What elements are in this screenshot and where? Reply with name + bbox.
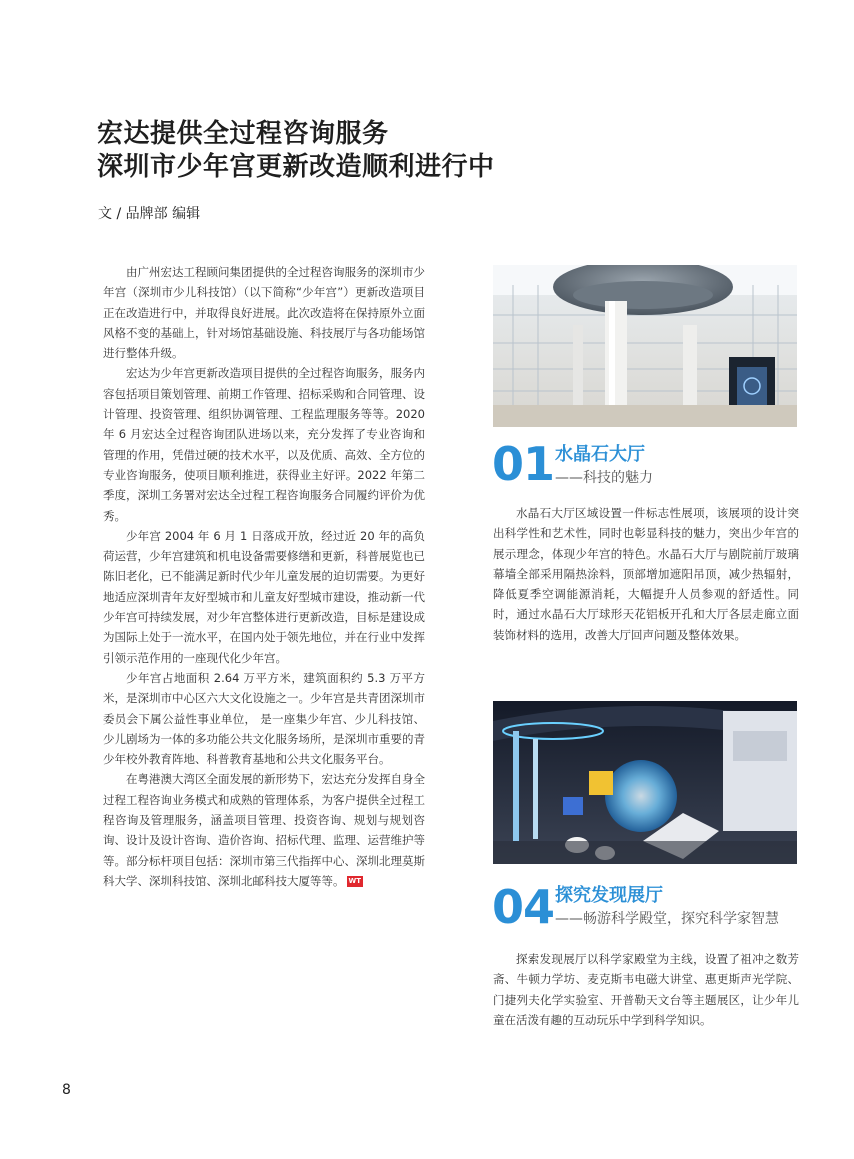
paragraph-text: 在粤港澳大湾区全面发展的新形势下，宏达充分发挥自身全过程工程咨询业务模式和成熟的管理体系，为客户提供全过程工程咨询及管理服务，涵盖项目管理、投资咨询、规划与规划咨询、设计及设计咨询、造价咨询、招标代理、监理、运营维护等等。部分标杆项目包括：深圳市第三代指挥中心、深圳北理莫斯科大学、深圳科技馆、深圳北邮科技大厦等等。 — [103, 772, 425, 888]
paragraph: 由广州宏达工程顾问集团提供的全过程咨询服务的深圳市少年宫（深圳市少儿科技馆）（以下简称“少年宫”）更新改造项目正在改造进行中，并取得良好进展。此次改造将在保持原外立面风格不变的基础上，针对场馆基础设施、科技展厅与各功能场馆进行整体升级。 — [103, 265, 425, 361]
title-line-1: 宏达提供全过程咨询服务 — [97, 119, 389, 149]
section-number: 01 — [492, 437, 555, 491]
section-body — [493, 949, 799, 1030]
page-number: 8 — [62, 1082, 71, 1098]
section-subtitle: ——畅游科学殿堂，探究科学家智慧 — [555, 911, 779, 927]
section-paragraph: 水晶石大厅区域设置一件标志性展项，该展项的设计突出科学性和艺术性，同时也彰显科技的魅力，突出少年宫的展示理念，体现少年宫的特色。水晶石大厅与剧院前厅玻璃幕墙全部采用隔热涂料，顶部增加遮阳吊顶，减少热辐射，降低夏季空调能源消耗，大幅提升人员参观的舒适性。同时，通过水晶石大厅球形天花铝板开孔和大厅各层走廊立面装饰材料的选用，改善大厅回声问题及整体效果。 — [493, 506, 799, 642]
section-number: 04 — [492, 880, 555, 934]
section-title: 水晶石大厅 — [555, 444, 645, 465]
section-paragraph: 探索发现展厅以科学家殿堂为主线，设置了祖冲之数芳斋、牛顿力学坊、麦克斯韦电磁大讲堂、惠更斯声光学院、门捷列夫化学实验室、开普勒天文台等主题展区，让少年儿童在活泼有趣的互动玩乐中学到科学知识。 — [493, 952, 799, 1027]
section-subtitle: ——科技的魅力 — [555, 470, 653, 486]
crystal-hall-photo — [493, 265, 797, 427]
paragraph: 宏达为少年宫更新改造项目提供的全过程咨询服务，服务内容包括项目策划管理、前期工作管理、招标采购和合同管理、设计管理、投资管理、组织协调管理、工程监理服务等等。2020 年 6 月宏达全过程咨询团队进场以来，充分发挥了专业咨询和管理的作用，凭借过硬的技术水平，以及优质、高效、全方位的专业咨询服务，使项目顺利推进，获得业主好评。2022 年第二季度，深圳工务署对宏达全过程工程咨询服务合同履约评价为优秀。 — [103, 366, 425, 523]
article-body — [103, 262, 425, 891]
title-line-2: 深圳市少年宫更新改造顺利进行中 — [97, 152, 495, 182]
paragraph-last — [103, 769, 425, 891]
discovery-hall-photo — [493, 701, 797, 864]
end-mark-logo: WT — [348, 876, 361, 885]
byline: 文 / 品牌部 编辑 — [98, 206, 201, 222]
paragraph: 少年宫占地面积 2.64 万平方米，建筑面积约 5.3 万平方米，是深圳市中心区六大文化设施之一。少年宫是共青团深圳市委员会下属公益性事业单位， 是一座集少年宫、少儿科技馆、少儿剧场为一体的多功能公共文化服务场所，是深圳市重要的青少年校外教育阵地、科普教育基地和公共文化服务平台。 — [103, 670, 425, 767]
article-title — [97, 118, 495, 184]
section-title: 探究发现展厅 — [555, 885, 663, 906]
paragraph: 少年宫 2004 年 6 月 1 日落成开放，经过近 20 年的高负荷运营，少年宫建筑和机电设备需要修缮和更新，科普展览也已陈旧老化，已不能满足新时代少年儿童发展的迫切需要。为更好地适应深圳青年友好型城市和儿童友好型城市建设，推动新一代少年宫可持续发展，对少年宫整体进行更新改造，目标是建设成为国际上处于一流水平，在国内处于领先地位，并在行业中发挥引领示范作用的一座现代化少年宫。 — [103, 528, 425, 665]
section-body — [493, 503, 799, 645]
